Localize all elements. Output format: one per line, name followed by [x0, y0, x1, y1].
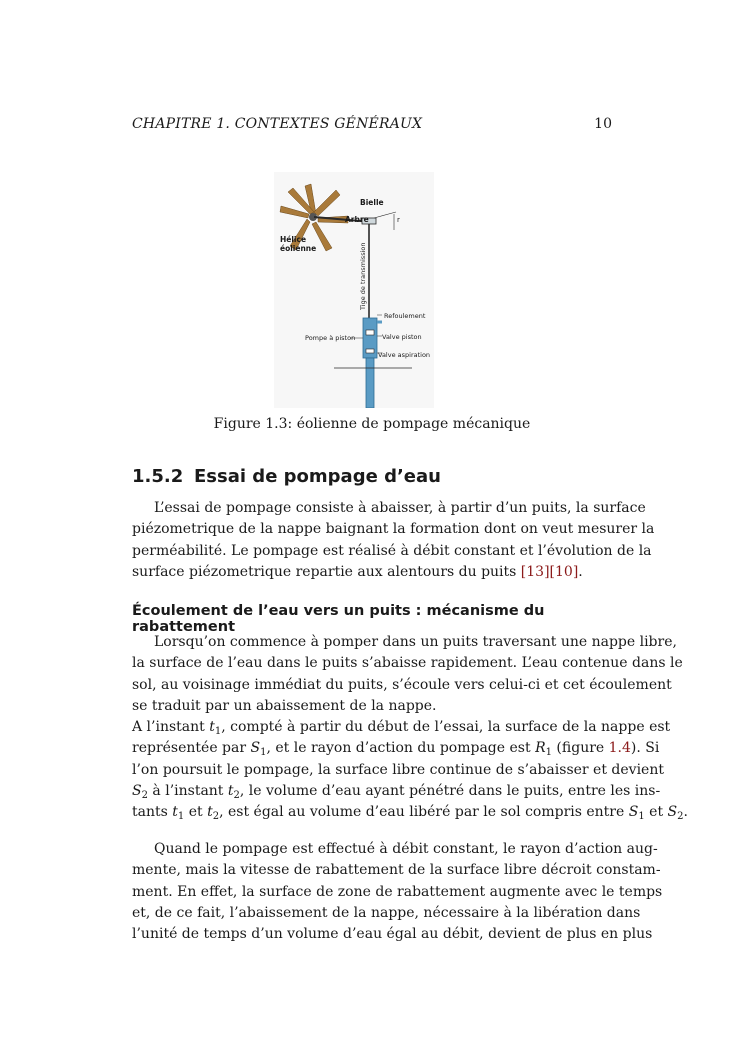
- line-text: surface piézometrique repartie aux alentours du puits: [132, 563, 521, 580]
- section-heading: [132, 466, 612, 487]
- figure-link[interactable]: 1.4: [608, 740, 631, 757]
- paragraph-rabattement-2: [132, 839, 663, 945]
- figure-wind-pump: [274, 172, 434, 408]
- section-number: 1.5.2: [132, 466, 184, 487]
- text-run: , est égal au volume d’eau libéré par le sol compris entre: [219, 804, 629, 821]
- math-var: t: [207, 804, 213, 821]
- chapter-title: CHAPITRE 1. CONTEXTES GÉNÉRAUX: [132, 116, 423, 132]
- valve-piston-shape: [366, 330, 374, 335]
- label-valve-piston: Valve piston: [382, 333, 422, 341]
- text-run: A l’instant: [132, 719, 210, 736]
- running-header: [132, 116, 612, 136]
- text-run: , et le rayon d’action du pompage est: [266, 740, 536, 757]
- paragraph-line: ment. En effet, la surface de zone de rabattement augmente avec le temps: [132, 883, 663, 900]
- paragraph-line: [132, 738, 660, 759]
- math-sub: 2: [677, 811, 684, 823]
- label-r: r: [397, 216, 400, 224]
- text-run: ). Si: [630, 740, 660, 757]
- paragraph-line: [132, 717, 671, 738]
- paragraph-line: Quand le pompage est effectué à débit constant, le rayon d’action aug-: [154, 841, 658, 857]
- math-var: S: [628, 804, 639, 821]
- text-run: , compté à partir du début de l’essai, la surface de la nappe est: [221, 719, 671, 736]
- text-run: , le volume d’eau ayant pénétré dans le puits, entre les ins-: [239, 783, 661, 800]
- paragraph-line: [132, 781, 661, 802]
- section-title: Essai de pompage d’eau: [194, 466, 441, 487]
- math-sub: 2: [212, 811, 220, 823]
- label-pompe: Pompe à piston: [305, 334, 356, 342]
- math-sub: 1: [545, 747, 552, 759]
- text-run: .: [683, 804, 688, 821]
- label-refoulement: Refoulement: [384, 312, 426, 320]
- math-var: R: [535, 740, 546, 757]
- math-var: t: [172, 804, 178, 821]
- paragraph-line: L’essai de pompage consiste à abaisser, à partir d’un puits, la surface: [154, 500, 646, 516]
- wind-pump-diagram: [274, 172, 434, 408]
- math-sub: 2: [141, 790, 148, 802]
- label-valve-aspiration: Valve aspiration: [378, 351, 431, 359]
- math-sub: 1: [638, 811, 645, 823]
- math-sub: 2: [233, 790, 240, 802]
- text-run: et: [184, 804, 208, 821]
- text-run: et: [644, 804, 668, 821]
- label-tige: Tige de transmission: [359, 242, 367, 310]
- math-sub: 1: [260, 747, 267, 759]
- math-var: S: [667, 804, 678, 821]
- figure-caption: Figure 1.3: éolienne de pompage mécanique: [213, 416, 531, 432]
- paragraph-line: [132, 562, 612, 583]
- citation-link[interactable]: [13]: [520, 563, 550, 580]
- text-run: à l’instant: [147, 783, 228, 800]
- paragraph-line: mente, mais la vitesse de rabattement de la surface libre décroit constam-: [132, 862, 661, 879]
- text-run: tants: [132, 804, 173, 821]
- text-run: représentée par: [132, 740, 251, 757]
- paragraph-line: Lorsqu’on commence à pomper dans un puits traversant une nappe libre,: [154, 634, 677, 650]
- paragraph-line: la surface de l’eau dans le puits s’abaisse rapidement. L’eau contenue dans le: [132, 655, 683, 672]
- valve-aspiration-shape: [366, 349, 374, 353]
- paragraph-essai: [132, 498, 655, 583]
- subsection-heading: Écoulement de l’eau vers un puits : mécanisme du rabattement: [132, 603, 545, 635]
- math-var: t: [227, 783, 234, 800]
- paragraph-rabattement-1: [132, 632, 688, 824]
- math-var: S: [132, 783, 142, 800]
- suction-pipe: [366, 358, 374, 408]
- math-sub: 1: [177, 811, 185, 823]
- paragraph-line: perméabilité. Le pompage est réalisé à débit constant et l’évolution de la: [132, 542, 652, 559]
- line-end: .: [578, 563, 583, 580]
- label-bielle: Bielle: [360, 198, 384, 207]
- paragraph-line: sol, au voisinage immédiat du puits, s’écoule vers celui-ci et cet écoulement: [132, 676, 672, 693]
- paragraph-line: [132, 802, 688, 823]
- paragraph-line: l’on poursuit le pompage, la surface libre continue de s’abaisser et devient: [132, 761, 664, 778]
- label-arbre: Arbre: [345, 215, 369, 224]
- paragraph-line: se traduit par un abaissement de la nappe.: [132, 697, 437, 714]
- math-var: t: [209, 719, 215, 736]
- label-helice-2: éolienne: [280, 244, 317, 253]
- math-var: S: [250, 740, 261, 757]
- text-run: (figure: [551, 740, 609, 757]
- citation-link[interactable]: [10]: [549, 563, 579, 580]
- label-helice-1: Hélice: [280, 235, 307, 244]
- page-number: 10: [594, 116, 612, 132]
- figure-background: [274, 172, 434, 408]
- paragraph-line: et, de ce fait, l’abaissement de la nappe, nécessaire à la libération dans: [132, 904, 641, 921]
- paragraph-line: l’unité de temps d’un volume d’eau égal au débit, devient de plus en plus: [132, 926, 653, 943]
- paragraph-line: piézometrique de la nappe baignant la formation dont on veut mesurer la: [132, 521, 655, 538]
- math-sub: 1: [214, 726, 222, 738]
